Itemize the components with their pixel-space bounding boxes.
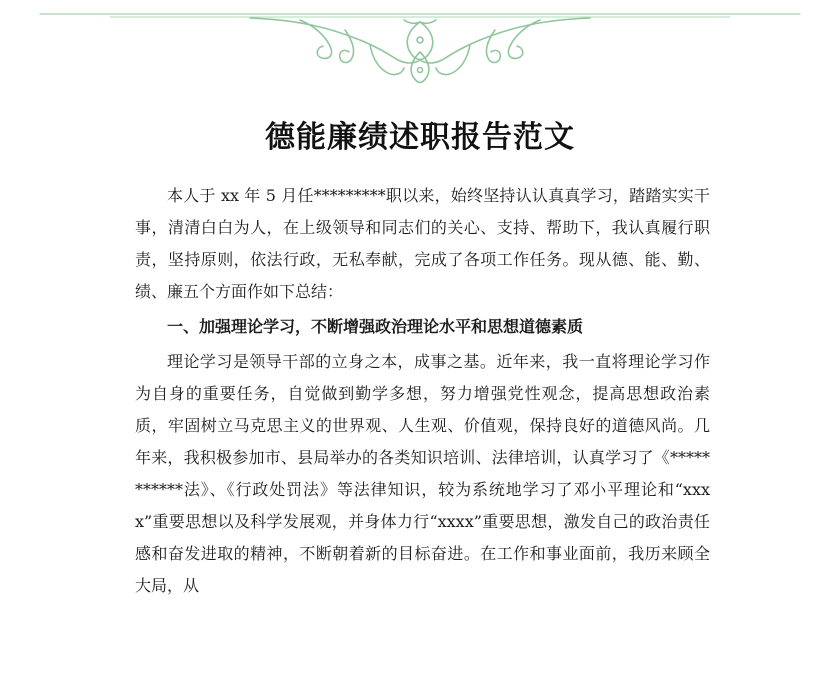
intro-paragraph: 本人于 xx 年 5 月任*********职以来，始终坚持认认真真学习，踏踏实实干事，清清白白为人，在上级领导和同志们的关心、支持、帮助下，我认真履行职责，坚持原则，依法行政，无私奉献，完成了各项工作任务。现从德、能、勤、绩、廉五个方面作如下总结：	[135, 186, 710, 301]
section-paragraph-1: 理论学习是领导干部的立身之本，成事之基。近年来，我一直将理论学习作为自身的重要任务，自觉做到勤学多想，努力增强党性观念，提高思想政治素质，牢固树立马克思主义的世界观、人生观、价值观，保持良好的道德风尚。几年来，我积极参加市、县局举办的各类知识培训、法律培训，认真学习了《***********法》、《行政处罚法》等法律知识，较为系统地学习了邓小平理论和“xxxx”重要思想以及科学发展观，并身体力行“xxxx”重要思想，激发自己的政治责任感和奋发进取的精神，不断朝着新的目标奋进。在工作和事业面前，我历来顾全大局，从	[135, 352, 710, 595]
section-heading-1: 一、加强理论学习，不断增强政治理论水平和思想道德素质	[167, 317, 584, 336]
floral-scroll-ornament-icon	[0, 0, 840, 90]
document-body	[135, 180, 710, 602]
document-title: 德能廉绩述职报告范文	[265, 120, 575, 155]
